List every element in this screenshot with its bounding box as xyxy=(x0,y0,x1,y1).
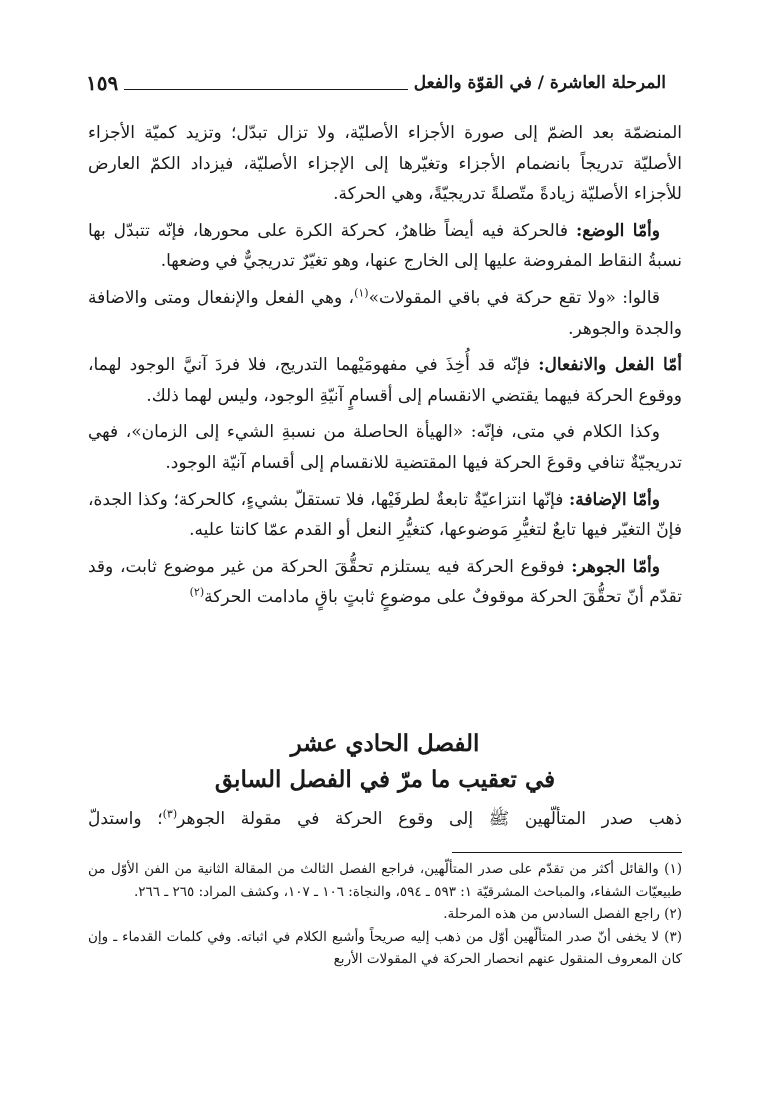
paragraph-4-text: فإنّه قد أُخِذَ في مفهومَيْهما التدريج، فلا فردَ آنيَّ الوجود لهما، ووقوع الحركة فيهما يقتضي الانقسام إلى أقسامٍ آنيّةِ الوجود، وليس لهما ذلك. xyxy=(88,355,682,406)
paragraph-6 xyxy=(88,485,682,546)
chapter-title: في تعقيب ما مرّ في الفصل السابق xyxy=(214,766,556,793)
footnote-3: (٣) لا يخفى أنّ صدر المتألّهين أوّل من ذهب إليه صريحاً وأشبع الكلام في اثباته. وفي كلمات القدماء ـ وإن كان المعروف المنقول عنهم انحصار الحركة في المقولات الأربع xyxy=(88,928,682,967)
chapter-opening xyxy=(88,804,682,834)
body-text xyxy=(88,118,682,619)
chapter-opening-tail: ؛ واستدلّ xyxy=(88,809,163,829)
paragraph-1: المنضمّة بعد الضمّ إلى صورة الأجزاء الأصليّة، ولا تزال تبدّل؛ وتزيد كميّة الأجزاء الأصليّة تدريجاً بانضمام الأجزاء وتغيّرها إلى الإجزاء الأصليّة، فيزداد الكمّ العارض للأجزاء الأصليّة زيادةً متّصلةً تدريجيّةً، وهي الحركة. xyxy=(88,123,682,205)
footnote-2: (٢) راجع الفصل السادس من هذه المرحلة. xyxy=(443,906,682,922)
running-header xyxy=(86,66,666,100)
chapter-number: الفصل الحادي عشر xyxy=(290,730,480,757)
footnote-separator xyxy=(452,852,682,853)
paragraph-3 xyxy=(88,283,682,344)
footnote-ref-3: (٣) xyxy=(162,807,178,821)
chapter-opening-text: ذهب صدر المتألّهين ﷺ إلى وقوع الحركة في مقولة الجوهر xyxy=(177,809,682,829)
paragraph-2-text: فالحركة فيه أيضاً ظاهرٌ، كحركة الكرة على محورها، فإنّه تتبدّل بها نسبةُ النقاط المفروضة عليها إلى الخارج عنها، وهو تغيّرٌ تدريجيٌّ في وضعها. xyxy=(88,220,682,272)
chapter-heading xyxy=(88,726,682,798)
footnote-ref-1: (١) xyxy=(354,286,369,300)
paragraph-4 xyxy=(88,350,682,411)
paragraph-7-lead: وأمّا الجوهر: xyxy=(571,556,660,577)
paragraph-4-lead: أمّا الفعل والانفعال: xyxy=(538,355,682,376)
header-rule xyxy=(124,89,408,90)
page-number: ١٥٩ xyxy=(86,71,119,95)
header-title: المرحلة العاشرة / في القوّة والفعل xyxy=(413,73,666,93)
paragraph-3-tail: ، وهي الفعل والإنفعال ومتى والاضافة والجدة والجوهر. xyxy=(88,287,682,339)
footnotes xyxy=(88,858,682,971)
paragraph-7 xyxy=(88,552,682,613)
paragraph-3-text: قالوا: «ولا تقع حركة في باقي المقولات» xyxy=(368,287,661,308)
paragraph-6-lead: وأمّا الإضافة: xyxy=(569,489,660,510)
paragraph-7-text: فوقوع الحركة فيه يستلزم تحقُّقَ الحركة من غير موضوع ثابت، وقد تقدّم أنّ تحقُّقَ الحركة موقوفٌ على موضوعٍ ثابتٍ باقٍ مادامت الحركة xyxy=(88,556,682,608)
paragraph-6-text: فإنّها انتزاعيّةٌ تابعةٌ لطرفَيْها، فلا تستقلّ بشيءٍ، كالحركة؛ وكذا الجدة، فإنّ التغيّر فيها تابعٌ لتغيُّرِ مَوضوعها، كتغيُّرِ النعل أو القدم عمّا كانتا عليه. xyxy=(88,489,682,541)
chapter-opening-line xyxy=(88,804,682,834)
paragraph-5: وكذا الكلام في متى، فإنّه: «الهيأة الحاصلة من نسبةِ الشيء إلى الزمان»، فهي تدريجيّةٌ تنافي وقوعَ الحركة فيها المقتضية للانقسام إلى أقسام آنيّة الوجود. xyxy=(88,422,682,473)
footnote-1: (١) والقائل أكثر من تقدّم على صدر المتألّهين، فراجع الفصل الثالث من المقالة الثانية من الفن الأوّل من طبيعيّات الشفاء، والمباحث المشرقيّة ١: ٥٩٣ ـ ٥٩٤، والنجاة: ١٠٦ ـ ١٠٧، وكشف المراد: ٢٦٥ ـ ٢٦٦. xyxy=(88,861,682,900)
paragraph-2 xyxy=(88,216,682,277)
paragraph-2-lead: وأمّا الوضع: xyxy=(575,220,660,241)
footnote-ref-2: (٢) xyxy=(189,585,205,599)
